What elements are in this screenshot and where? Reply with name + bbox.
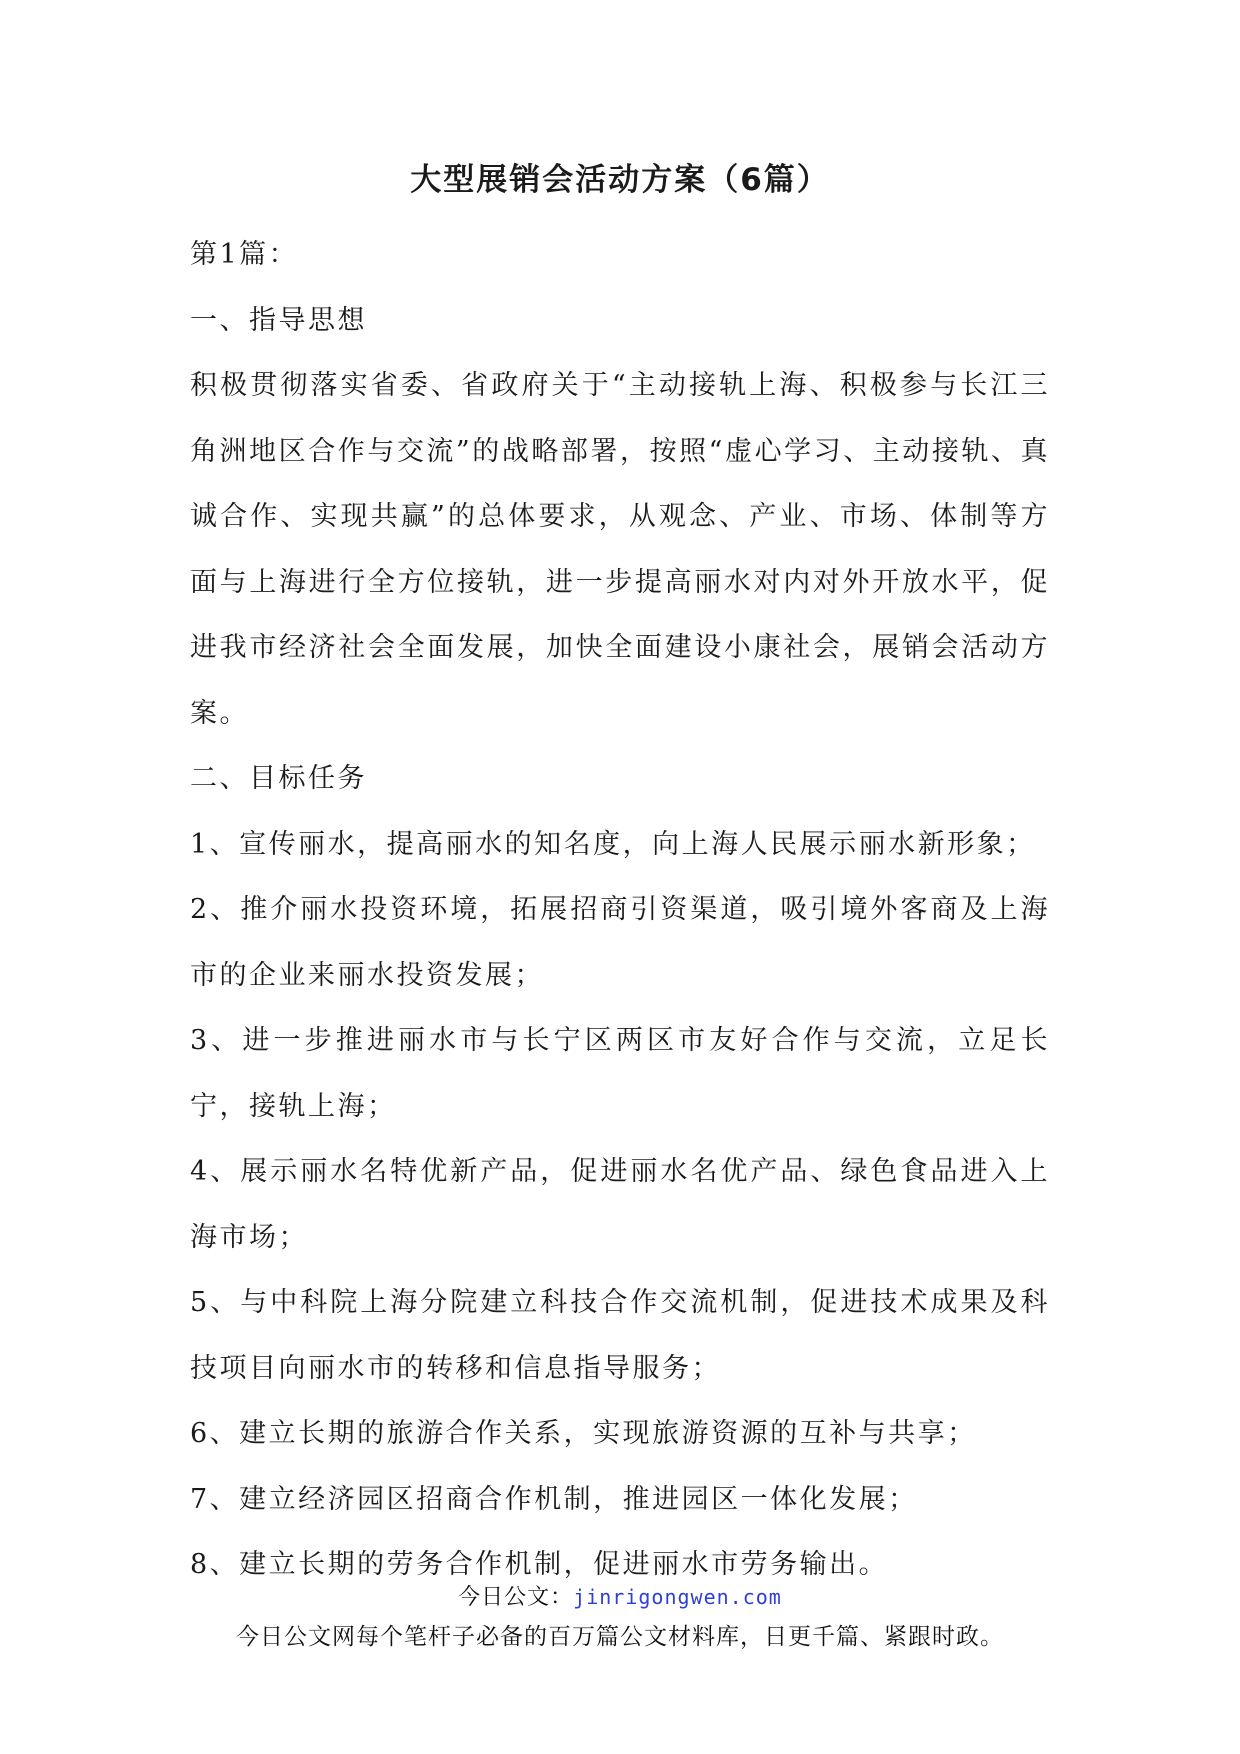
document-body xyxy=(190,222,1050,1598)
list-item-7: 7、建立经济园区招商合作机制，推进园区一体化发展； xyxy=(190,1483,918,1515)
footer-label: 今日公文： xyxy=(458,1585,574,1610)
footer-source-line xyxy=(0,1582,1240,1613)
list-item-4: 4、展示丽水名特优新产品，促进丽水名优产品、绿色食品进入上海市场； xyxy=(190,1156,1050,1253)
list-item-5: 5、与中科院上海分院建立科技合作交流机制，促进技术成果及科技项目向丽水市的转移和信息指导服务； xyxy=(190,1287,1050,1384)
page-footer xyxy=(0,1582,1240,1653)
heading-goals-tasks: 二、目标任务 xyxy=(190,763,367,794)
list-item-6: 6、建立长期的旅游合作关系，实现旅游资源的互补与共享； xyxy=(190,1418,977,1449)
list-item-2: 2、推介丽水投资环境，拓展招商引资渠道，吸引境外客商及上海市的企业来丽水投资发展； xyxy=(190,894,1050,991)
section-label: 第1篇： xyxy=(190,239,299,270)
list-item-3: 3、进一步推进丽水市与长宁区两区市友好合作与交流，立足长宁，接轨上海； xyxy=(190,1025,1050,1122)
document-title: 大型展销会活动方案（6篇） xyxy=(410,162,830,198)
list-item-1: 1、宣传丽水，提高丽水的知名度，向上海人民展示丽水新形象； xyxy=(190,828,1036,860)
footer-url-link[interactable]: jinrigongwen.com xyxy=(573,1585,782,1609)
footer-slogan: 今日公文网每个笔杆子必备的百万篇公文材料库，日更千篇、紧跟时政。 xyxy=(236,1624,1004,1650)
heading-guiding-ideology: 一、指导思想 xyxy=(190,304,367,336)
paragraph-guiding-ideology: 积极贯彻落实省委、省政府关于“主动接轨上海、积极参与长江三角洲地区合作与交流”的战略部署，按照“虚心学习、主动接轨、真诚合作、实现共赢”的总体要求，从观念、产业、市场、体制等方面与上海进行全方位接轨，进一步提高丽水对内对外开放水平，促进我市经济社会全面发展，加快全面建设小康社会，展销会活动方案。 xyxy=(190,370,1050,729)
list-item-8: 8、建立长期的劳务合作机制，促进丽水市劳务输出。 xyxy=(190,1549,889,1580)
